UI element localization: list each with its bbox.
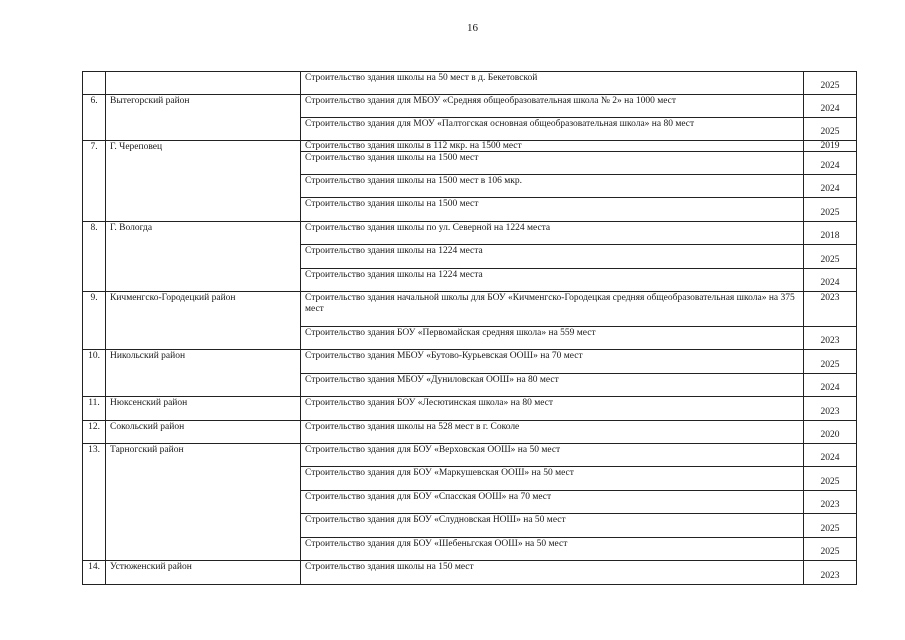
row-number-cell: 14. bbox=[83, 561, 106, 585]
year-cell: 2024 bbox=[804, 444, 857, 467]
year-cell: 2025 bbox=[804, 514, 857, 538]
table-row bbox=[83, 72, 857, 95]
project-cell: Строительство здания школы на 528 мест в г. Соколе bbox=[301, 421, 804, 444]
schools-table bbox=[82, 71, 857, 585]
page-number: 16 bbox=[467, 22, 478, 34]
project-cell: Строительство здания МБОУ «Дуниловская ООШ» на 80 мест bbox=[301, 374, 804, 397]
year-cell: 2025 bbox=[804, 245, 857, 269]
project-cell: Строительство здания для БОУ «Верховская ООШ» на 50 мест bbox=[301, 444, 804, 467]
project-cell: Строительство здания школы на 1224 места bbox=[301, 269, 804, 292]
table-row bbox=[83, 141, 857, 152]
year-cell: 2025 bbox=[804, 538, 857, 561]
year-cell: 2025 bbox=[804, 350, 857, 374]
row-number-cell: 7. bbox=[83, 141, 106, 222]
project-cell: Строительство здания школы на 1500 мест bbox=[301, 152, 804, 175]
project-cell: Строительство здания для БОУ «Шебеньгская ООШ» на 50 мест bbox=[301, 538, 804, 561]
table-row bbox=[83, 561, 857, 585]
district-cell: Устюженский район bbox=[106, 561, 301, 585]
district-cell: Никольский район bbox=[106, 350, 301, 397]
year-cell: 2023 bbox=[804, 292, 857, 327]
year-cell: 2023 bbox=[804, 397, 857, 421]
row-number-cell: 8. bbox=[83, 222, 106, 292]
year-cell: 2025 bbox=[804, 72, 857, 95]
project-cell: Строительство здания школы по ул. Северной на 1224 места bbox=[301, 222, 804, 245]
year-cell: 2023 bbox=[804, 491, 857, 514]
district-cell: Тарногский район bbox=[106, 444, 301, 561]
year-cell: 2025 bbox=[804, 118, 857, 141]
year-cell: 2019 bbox=[804, 141, 857, 152]
year-cell: 2023 bbox=[804, 561, 857, 585]
district-cell: Вытегорский район bbox=[106, 95, 301, 141]
row-number-cell: 9. bbox=[83, 292, 106, 350]
district-cell: Г. Череповец bbox=[106, 141, 301, 222]
project-cell: Строительство здания школы на 1224 места bbox=[301, 245, 804, 269]
district-cell bbox=[106, 72, 301, 95]
year-cell: 2025 bbox=[804, 198, 857, 222]
project-cell: Строительство здания БОУ «Лесютинская школа» на 80 мест bbox=[301, 397, 804, 421]
row-number-cell bbox=[83, 72, 106, 95]
project-cell: Строительство здания для БОУ «Маркушевская ООШ» на 50 мест bbox=[301, 467, 804, 491]
schools-table-container bbox=[82, 71, 850, 585]
project-cell: Строительство здания школы на 1500 мест bbox=[301, 198, 804, 222]
year-cell: 2024 bbox=[804, 269, 857, 292]
row-number-cell: 12. bbox=[83, 421, 106, 444]
table-row bbox=[83, 292, 857, 327]
year-cell: 2024 bbox=[804, 374, 857, 397]
year-cell: 2020 bbox=[804, 421, 857, 444]
year-cell: 2018 bbox=[804, 222, 857, 245]
table-row bbox=[83, 350, 857, 374]
project-cell: Строительство здания школы на 50 мест в д. Бекетовской bbox=[301, 72, 804, 95]
table-row bbox=[83, 95, 857, 118]
year-cell: 2024 bbox=[804, 175, 857, 198]
district-cell: Г. Вологда bbox=[106, 222, 301, 292]
project-cell: Строительство здания для БОУ «Слудновская НОШ» на 50 мест bbox=[301, 514, 804, 538]
row-number-cell: 13. bbox=[83, 444, 106, 561]
row-number-cell: 6. bbox=[83, 95, 106, 141]
district-cell: Нюксенский район bbox=[106, 397, 301, 421]
row-number-cell: 11. bbox=[83, 397, 106, 421]
year-cell: 2025 bbox=[804, 467, 857, 491]
table-row bbox=[83, 397, 857, 421]
table-row bbox=[83, 421, 857, 444]
project-cell: Строительство здания для МБОУ «Средняя общеобразовательная школа № 2» на 1000 мест bbox=[301, 95, 804, 118]
year-cell: 2024 bbox=[804, 152, 857, 175]
project-cell: Строительство здания МБОУ «Бутово-Курьевская ООШ» на 70 мест bbox=[301, 350, 804, 374]
project-cell: Строительство здания школы в 112 мкр. на 1500 мест bbox=[301, 141, 804, 152]
project-cell: Строительство здания школы на 1500 мест в 106 мкр. bbox=[301, 175, 804, 198]
project-cell: Строительство здания начальной школы для БОУ «Кичменгско-Городецкая средняя общеобразовательная школа» на 375 мест bbox=[301, 292, 804, 327]
year-cell: 2023 bbox=[804, 327, 857, 350]
table-row bbox=[83, 222, 857, 245]
district-cell: Кичменгско-Городецкий район bbox=[106, 292, 301, 350]
table-row bbox=[83, 444, 857, 467]
district-cell: Сокольский район bbox=[106, 421, 301, 444]
row-number-cell: 10. bbox=[83, 350, 106, 397]
project-cell: Строительство здания для МОУ «Палтогская основная общеобразовательная школа» на 80 мест bbox=[301, 118, 804, 141]
project-cell: Строительство здания БОУ «Первомайская средняя школа» на 559 мест bbox=[301, 327, 804, 350]
project-cell: Строительство здания для БОУ «Спасская ООШ» на 70 мест bbox=[301, 491, 804, 514]
project-cell: Строительство здания школы на 150 мест bbox=[301, 561, 804, 585]
year-cell: 2024 bbox=[804, 95, 857, 118]
